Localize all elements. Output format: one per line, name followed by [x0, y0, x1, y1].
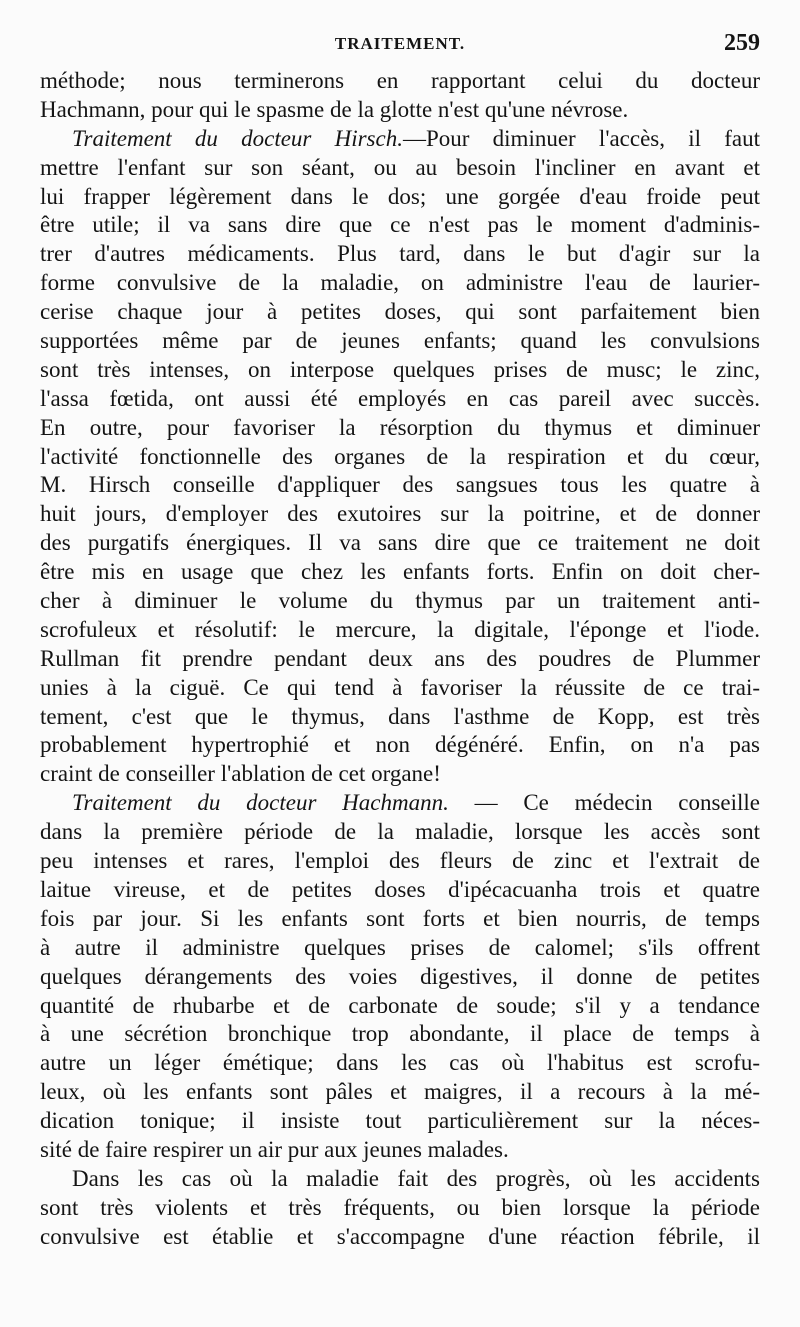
text-line: [40, 934, 760, 963]
line-text: leux, où les enfants sont pâles et maigres, il a recours à la mé-: [40, 1079, 760, 1105]
text-line: [40, 876, 760, 905]
line-text: Hachmann, pour qui le spasme de la glotte n'est qu'une névrose.: [40, 96, 629, 122]
text-line: [40, 529, 760, 558]
line-text: quelques dérangements des voies digestives, il donne de petites: [40, 963, 760, 989]
body-text: [40, 67, 760, 1252]
text-line: [40, 789, 760, 818]
line-text: tement, c'est que le thymus, dans l'asthme de Kopp, est très: [40, 703, 760, 729]
line-text: fois par jour. Si les enfants sont forts et bien nourris, de temps: [40, 905, 760, 931]
line-text: probablement hypertrophié et non dégénéré. Enfin, on n'a pas: [40, 732, 760, 758]
text-line: [40, 385, 760, 414]
line-text: cher à diminuer le volume du thymus par un traitement anti-: [40, 588, 760, 614]
line-text: sont très violents et très fréquents, ou bien lorsque la période: [40, 1194, 760, 1220]
text-line: [40, 1165, 760, 1194]
text-line: [40, 1223, 760, 1252]
text-line: [40, 1107, 760, 1136]
running-head: [40, 30, 760, 60]
line-text: lui frapper légèrement dans le dos; une gorgée d'eau froide peut: [40, 183, 760, 209]
text-line: [40, 731, 760, 760]
line-text: scrofuleux et résolutif: le mercure, la digitale, l'éponge et l'iode.: [40, 616, 760, 642]
text-line: [40, 558, 760, 587]
text-line: [40, 269, 760, 298]
line-text: huit jours, d'employer des exutoires sur la poitrine, et de donner: [40, 501, 760, 527]
text-line: [40, 818, 760, 847]
text-line: [40, 443, 760, 472]
line-text: méthode; nous terminerons en rapportant celui du docteur: [40, 68, 760, 93]
line-text: être mis en usage que chez les enfants forts. Enfin on doit cher-: [40, 559, 760, 585]
text-line: [40, 125, 760, 154]
text-line: [40, 847, 760, 876]
line-text: l'assa fœtida, ont aussi été employés en cas pareil avec succès.: [40, 385, 760, 411]
line-text: à une sécrétion bronchique trop abondante, il place de temps à: [40, 1021, 760, 1047]
text-line: [40, 760, 760, 789]
text-line: [40, 674, 760, 703]
line-text: Rullman fit prendre pendant deux ans des poudres de Plummer: [40, 645, 760, 671]
line-text: M. Hirsch conseille d'appliquer des sangsues tous les quatre à: [40, 472, 760, 498]
line-text: quantité de rhubarbe et de carbonate de soude; s'il y a tendance: [40, 992, 760, 1018]
line-text: convulsive est établie et s'accompagne d'une réaction fébrile, il: [40, 1223, 760, 1249]
line-text: unies à la ciguë. Ce qui tend à favoriser la réussite de ce trai-: [40, 674, 760, 700]
text-line: [40, 1049, 760, 1078]
line-text: supportées même par de jeunes enfants; quand les convulsions: [40, 328, 760, 354]
line-text: sité de faire respirer un air pur aux jeunes malades.: [40, 1136, 509, 1162]
line-text: En outre, pour favoriser la résorption du thymus et diminuer: [40, 414, 760, 440]
text-line: [40, 645, 760, 674]
text-line: [40, 211, 760, 240]
line-text: à autre il administre quelques prises de calomel; s'ils offrent: [40, 934, 760, 960]
text-line: [40, 963, 760, 992]
text-line: [40, 500, 760, 529]
line-text: craint de conseiller l'ablation de cet organe!: [40, 761, 441, 787]
line-text: dication tonique; il insiste tout particulièrement sur la néces-: [40, 1108, 760, 1134]
line-text: forme convulsive de la maladie, on administre l'eau de laurier-: [40, 270, 760, 296]
text-line: [40, 240, 760, 269]
line-text: — Ce médecin conseille: [448, 790, 760, 816]
page-number: 259: [724, 30, 760, 56]
running-title: TRAITEMENT.: [334, 34, 466, 53]
line-text: autre un léger émétique; dans les cas où l'habitus est scrofu-: [40, 1050, 760, 1076]
text-line: [40, 96, 760, 125]
text-line: [40, 1078, 760, 1107]
text-line: [40, 616, 760, 645]
line-text: sont très intenses, on interpose quelques prises de musc; le zinc,: [40, 356, 760, 382]
text-line: [40, 356, 760, 385]
text-line: [40, 414, 760, 443]
line-text: dans la première période de la maladie, lorsque les accès sont: [40, 819, 760, 845]
line-text: —Pour diminuer l'accès, il faut: [402, 125, 760, 151]
text-line: [40, 154, 760, 183]
text-line: [40, 992, 760, 1021]
text-line: [40, 67, 760, 96]
line-text: des purgatifs énergiques. Il va sans dire que ce traitement ne doit: [40, 530, 760, 556]
text-line: [40, 1136, 760, 1165]
text-line: [40, 587, 760, 616]
text-line: [40, 183, 760, 212]
line-text: Dans les cas où la maladie fait des progrès, où les accidents: [72, 1165, 760, 1191]
text-line: [40, 298, 760, 327]
line-text: trer d'autres médicaments. Plus tard, dans le but d'agir sur la: [40, 241, 760, 267]
line-text: laitue vireuse, et de petites doses d'ipécacuanha trois et quatre: [40, 876, 760, 902]
line-text: peu intenses et rares, l'emploi des fleurs de zinc et l'extrait de: [40, 848, 760, 874]
line-text: cerise chaque jour à petites doses, qui sont parfaitement bien: [40, 299, 760, 325]
text-line: [40, 471, 760, 500]
text-line: [40, 703, 760, 732]
line-text: mettre l'enfant sur son séant, ou au besoin l'incliner en avant et: [40, 154, 760, 180]
line-text: être utile; il va sans dire que ce n'est pas le moment d'adminis-: [40, 212, 760, 238]
section-heading-italic: Traitement du docteur Hirsch.: [72, 125, 403, 151]
text-line: [40, 1020, 760, 1049]
section-heading-italic: Traitement du docteur Hachmann.: [72, 790, 449, 816]
line-text: l'activité fonctionnelle des organes de la respiration et du cœur,: [40, 443, 760, 469]
text-line: [40, 1194, 760, 1223]
text-line: [40, 327, 760, 356]
text-line: [40, 905, 760, 934]
